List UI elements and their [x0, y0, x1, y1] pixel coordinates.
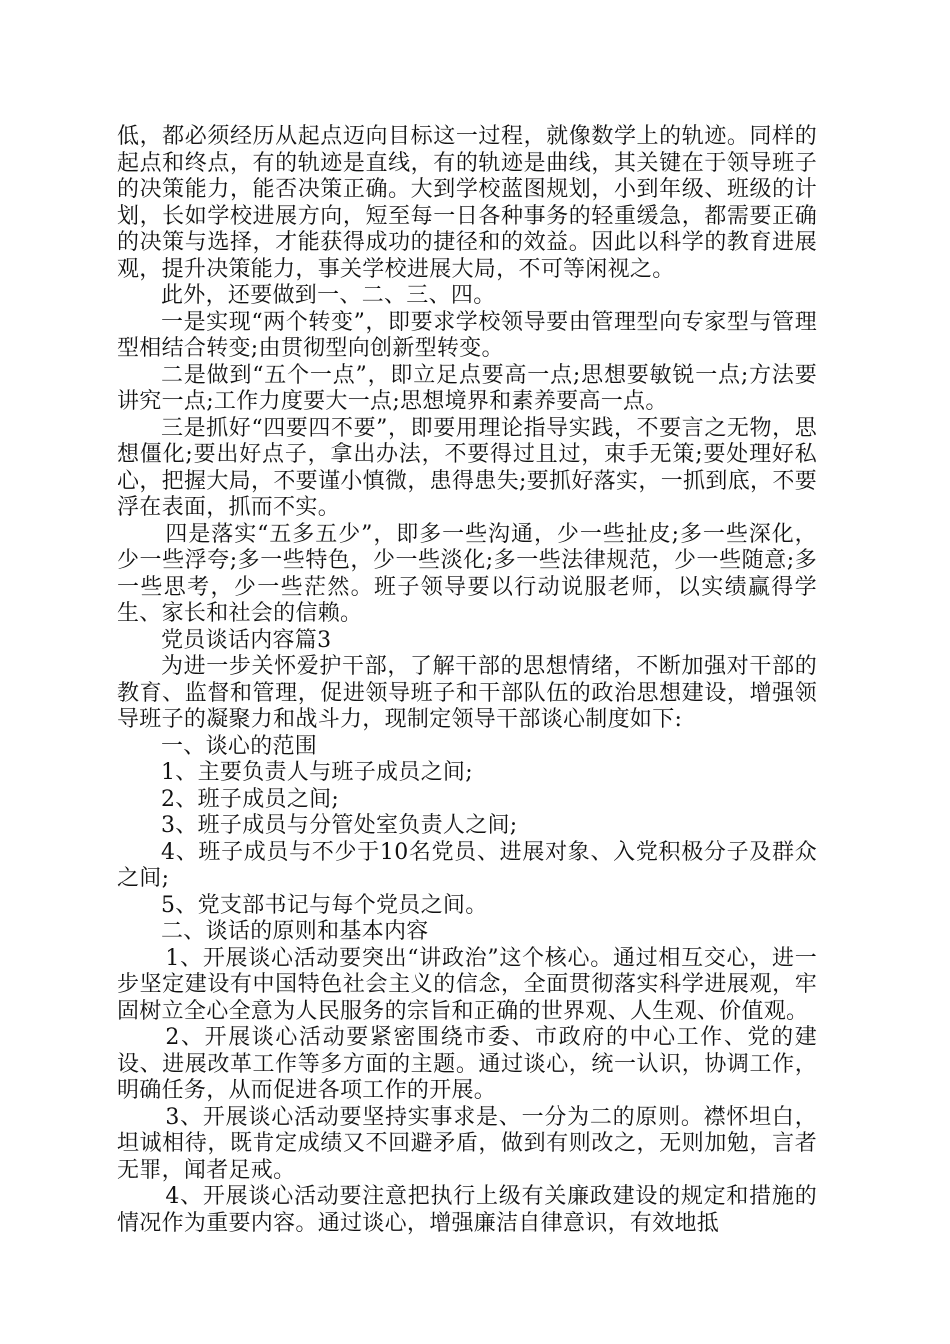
list-item-scope-1: 1、主要负责人与班子成员之间; — [161, 760, 473, 785]
heading-scope: 一、谈心的范围 — [161, 733, 318, 759]
list-item-principle-4: 4、开展谈心活动要注意把执行上级有关廉政建设的规定和措施的情况作为重要内容。通过谈心，增强廉洁自律意识，有效地抵 — [117, 1184, 817, 1236]
list-item-principle-1: 1、开展谈心活动要突出“讲政治”这个核心。通过相互交心，进一步坚定建设有中国特色社会主义的信念，全面贯彻落实科学进展观，牢固树立全心全意为人民服务的宗旨和正确的世界观、人生观、价值观。 — [117, 945, 817, 1024]
list-item-scope-2: 2、班子成员之间; — [161, 786, 340, 812]
paragraph-five-points: 二是做到“五个一点”，即立足点要高一点;思想要敏锐一点;方法要讲究一点;工作力度要大一点;思想境界和素养要高一点。 — [117, 362, 817, 414]
list-item-scope-3: 3、班子成员与分管处室负责人之间; — [161, 813, 518, 838]
list-item-scope-4: 4、班子成员与不少于10名党员、进展对象、入党积极分子及群众之间; — [117, 839, 817, 891]
paragraph-intro-system: 为进一步关怀爱护干部，了解干部的思想情绪，不断加强对干部的教育、监督和管理，促进领导班子和干部队伍的政治思想建设，增强领导班子的凝聚力和战斗力，现制定领导干部谈心制度如下: — [117, 654, 817, 732]
list-item-principle-2: 2、开展谈心活动要紧密围绕市委、市政府的中心工作、党的建设、进展改革工作等多方面的主题。通过谈心，统一认识，协调工作，明确任务，从而促进各项工作的开展。 — [117, 1025, 817, 1103]
paragraph-four-dos-donts: 三是抓好“四要四不要”，即要用理论指导实践，不要言之无物，思想僵化;要出好点子，拿出办法，不要得过且过，束手无策;要处理好私心，把握大局，不要谨小慎微，患得患失;要抓好落实，一抓到底，不要浮在表面，抓而不实。 — [117, 415, 817, 520]
heading-principles: 二、谈话的原则和基本内容 — [161, 919, 429, 944]
section-title-part-3: 党员谈话内容篇3 — [161, 627, 332, 653]
paragraph-two-transformations: 一是实现“两个转变”，即要求学校领导要由管理型向专家型与管理型相结合转变;由贯彻型向创新型转变。 — [117, 309, 817, 361]
document-body — [117, 124, 817, 1237]
list-item-scope-5: 5、党支部书记与每个党员之间。 — [161, 892, 488, 918]
paragraph-in-addition: 此外，还要做到一、二、三、四。 — [161, 283, 496, 308]
paragraph-decision-making: 低，都必须经历从起点迈向目标这一过程，就像数学上的轨迹。同样的起点和终点，有的轨迹是直线，有的轨迹是曲线，其关键在于领导班子的决策能力，能否决策正确。大到学校蓝图规划，小到年级、班级的计划，长如学校进展方向，短至每一日各种事务的轻重缓急，都需要正确的决策与选择，才能获得成功的捷径和的效益。因此以科学的教育进展观，提升决策能力，事关学校进展大局，不可等闲视之。 — [117, 124, 817, 282]
list-item-principle-3: 3、开展谈心活动要坚持实事求是、一分为二的原则。襟怀坦白，坦诚相待，既肯定成绩又不回避矛盾，做到有则改之，无则加勉，言者无罪，闻者足戒。 — [117, 1104, 817, 1183]
paragraph-five-more-five-less: 四是落实“五多五少”，即多一些沟通，少一些扯皮;多一些深化，少一些浮夸;多一些特色，少一些淡化;多一些法律规范，少一些随意;多一些思考，少一些茫然。班子领导要以行动说服老师，以实绩赢得学生、家长和社会的信赖。 — [117, 521, 817, 626]
